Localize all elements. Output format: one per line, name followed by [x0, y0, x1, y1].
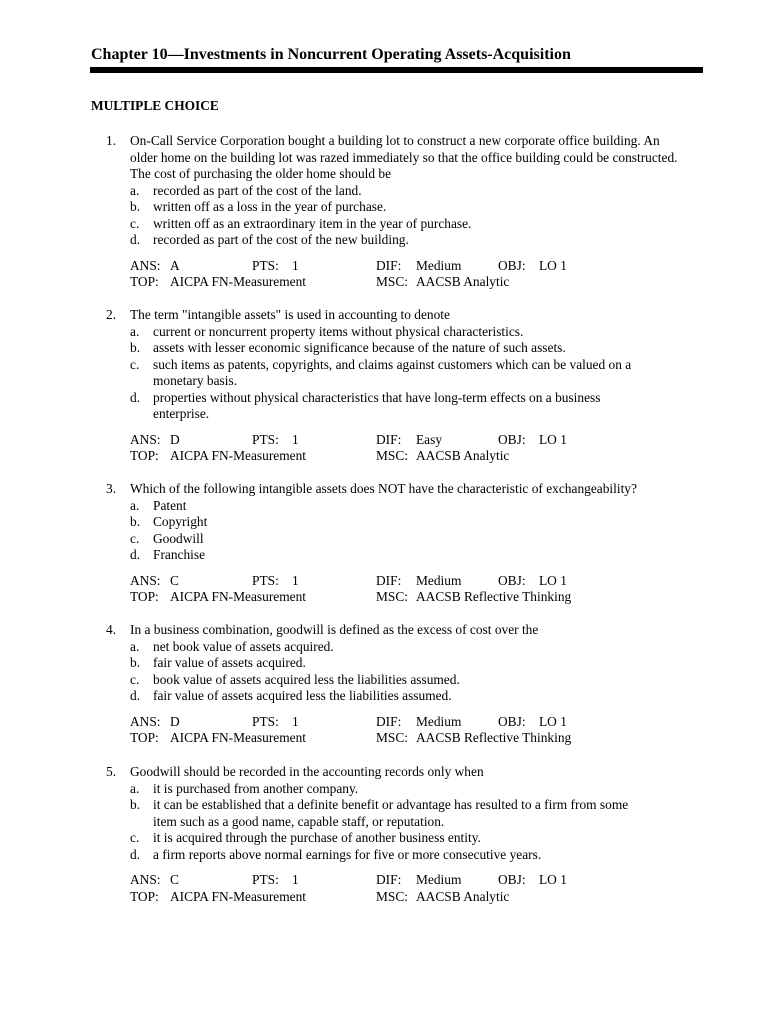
option-text: properties without physical characteristics that have long-term effects on a business: [153, 389, 601, 405]
option-text: a firm reports above normal earnings for five or more consecutive years.: [153, 846, 542, 862]
pts-label: PTS:: [252, 713, 279, 729]
option-letter: d.: [130, 846, 141, 862]
option-letter: b.: [130, 340, 141, 355]
question-stem-line: older home on the building lot was razed immediately so that the office building could be constructed.: [130, 149, 678, 165]
option-text: Patent: [153, 497, 187, 513]
question-stem-line: Which of the following intangible assets does NOT have the characteristic of exchangeability?: [130, 481, 637, 496]
option-text: fair value of assets acquired less the liabilities assumed.: [153, 688, 452, 703]
objective-value: LO 1: [539, 257, 567, 273]
option-text: item such as a good name, capable staff, or reputation.: [153, 813, 445, 829]
dif-label: DIF:: [376, 431, 402, 447]
question-stem-line: On-Call Service Corporation bought a building lot to construct a new corporate office building. An: [130, 133, 660, 148]
question-number: 4.: [106, 622, 117, 637]
ans-label: ANS:: [130, 713, 161, 729]
points-value: 1: [292, 872, 299, 887]
objective-value: LO 1: [539, 431, 567, 447]
dif-label: DIF:: [376, 257, 402, 273]
option-text: enterprise.: [153, 406, 210, 421]
points-value: 1: [292, 257, 299, 273]
option-letter: c.: [130, 830, 140, 845]
option-text: monetary basis.: [153, 373, 238, 388]
top-label: TOP:: [130, 448, 159, 463]
misc-value: AACSB Reflective Thinking: [416, 589, 572, 604]
chapter-title: Chapter 10—Investments in Noncurrent Operating Assets-Acquisition: [91, 46, 571, 63]
difficulty-value: Medium: [416, 572, 462, 588]
question-stem-line: The cost of purchasing the older home should be: [130, 166, 392, 181]
option-text: it is acquired through the purchase of another business entity.: [153, 830, 481, 845]
option-text: assets with lesser economic significance because of the nature of such assets.: [153, 340, 566, 355]
difficulty-value: Easy: [416, 431, 443, 447]
dif-label: DIF:: [376, 872, 402, 887]
option-letter: a.: [130, 638, 140, 654]
dif-label: DIF:: [376, 572, 402, 588]
topic-value: AICPA FN-Measurement: [170, 888, 307, 904]
topic-value: AICPA FN-Measurement: [170, 589, 307, 604]
obj-label: OBJ:: [498, 257, 526, 273]
misc-value: AACSB Analytic: [416, 888, 510, 904]
misc-value: AACSB Analytic: [416, 448, 510, 463]
option-text: it can be established that a definite benefit or advantage has resulted to a firm from some: [153, 797, 629, 812]
question-stem-line: Goodwill should be recorded in the accounting records only when: [130, 764, 484, 779]
ans-label: ANS:: [130, 572, 161, 588]
difficulty-value: Medium: [416, 872, 462, 887]
msc-label: MSC:: [376, 448, 409, 463]
option-text: it is purchased from another company.: [153, 780, 359, 796]
option-letter: c.: [130, 356, 140, 372]
option-text: current or noncurrent property items without physical characteristics.: [153, 323, 524, 339]
ans-label: ANS:: [130, 431, 161, 447]
difficulty-value: Medium: [416, 713, 462, 729]
option-letter: c.: [130, 671, 140, 687]
section-heading: MULTIPLE CHOICE: [91, 98, 219, 113]
option-letter: c.: [130, 215, 140, 231]
difficulty-value: Medium: [416, 257, 462, 273]
topic-value: AICPA FN-Measurement: [170, 448, 307, 463]
msc-label: MSC:: [376, 274, 409, 289]
msc-label: MSC:: [376, 888, 409, 904]
objective-value: LO 1: [539, 872, 567, 887]
obj-label: OBJ:: [498, 713, 526, 729]
question-number: 2.: [106, 307, 117, 322]
dif-label: DIF:: [376, 713, 402, 729]
msc-label: MSC:: [376, 730, 409, 745]
pts-label: PTS:: [252, 257, 279, 273]
option-text: Copyright: [153, 514, 208, 529]
option-text: book value of assets acquired less the liabilities assumed.: [153, 671, 460, 687]
option-text: recorded as part of the cost of the land.: [153, 182, 362, 198]
option-letter: a.: [130, 323, 140, 339]
ans-label: ANS:: [130, 257, 161, 273]
option-letter: b.: [130, 199, 141, 214]
option-letter: d.: [130, 232, 141, 247]
option-text: written off as a loss in the year of purchase.: [153, 199, 387, 214]
option-text: such items as patents, copyrights, and claims against customers which can be valued on a: [153, 356, 632, 372]
option-letter: a.: [130, 497, 140, 513]
msc-label: MSC:: [376, 589, 409, 604]
title-rule: [90, 67, 703, 73]
answer-value: C: [170, 872, 179, 887]
ans-label: ANS:: [130, 872, 161, 887]
option-letter: d.: [130, 688, 141, 703]
points-value: 1: [292, 713, 299, 729]
option-letter: a.: [130, 780, 140, 796]
answer-value: C: [170, 572, 179, 588]
option-text: net book value of assets acquired.: [153, 638, 334, 654]
option-letter: b.: [130, 797, 141, 812]
option-text: recorded as part of the cost of the new building.: [153, 232, 409, 247]
option-letter: b.: [130, 514, 141, 529]
option-text: fair value of assets acquired.: [153, 655, 306, 670]
question-number: 3.: [106, 481, 117, 496]
top-label: TOP:: [130, 888, 159, 904]
option-letter: b.: [130, 655, 141, 670]
option-letter: d.: [130, 547, 141, 562]
option-letter: d.: [130, 389, 141, 405]
topic-value: AICPA FN-Measurement: [170, 274, 307, 289]
option-text: Franchise: [153, 547, 206, 562]
question-number: 1.: [106, 133, 117, 148]
answer-value: A: [170, 257, 180, 273]
option-text: Goodwill: [153, 530, 204, 546]
obj-label: OBJ:: [498, 572, 526, 588]
top-label: TOP:: [130, 589, 159, 604]
option-letter: c.: [130, 530, 140, 546]
objective-value: LO 1: [539, 713, 567, 729]
top-label: TOP:: [130, 274, 159, 289]
question-stem-line: The term "intangible assets" is used in accounting to denote: [130, 307, 450, 322]
topic-value: AICPA FN-Measurement: [170, 730, 307, 745]
option-letter: a.: [130, 182, 140, 198]
question-stem-line: In a business combination, goodwill is defined as the excess of cost over the: [130, 622, 539, 637]
option-text: written off as an extraordinary item in the year of purchase.: [153, 215, 472, 231]
pts-label: PTS:: [252, 572, 279, 588]
objective-value: LO 1: [539, 572, 567, 588]
pts-label: PTS:: [252, 872, 279, 887]
misc-value: AACSB Reflective Thinking: [416, 730, 572, 745]
answer-value: D: [170, 713, 180, 729]
misc-value: AACSB Analytic: [416, 274, 510, 289]
obj-label: OBJ:: [498, 872, 526, 887]
obj-label: OBJ:: [498, 431, 526, 447]
points-value: 1: [292, 431, 299, 447]
pts-label: PTS:: [252, 431, 279, 447]
points-value: 1: [292, 572, 299, 588]
answer-value: D: [170, 431, 180, 447]
top-label: TOP:: [130, 730, 159, 745]
question-number: 5.: [106, 764, 117, 779]
